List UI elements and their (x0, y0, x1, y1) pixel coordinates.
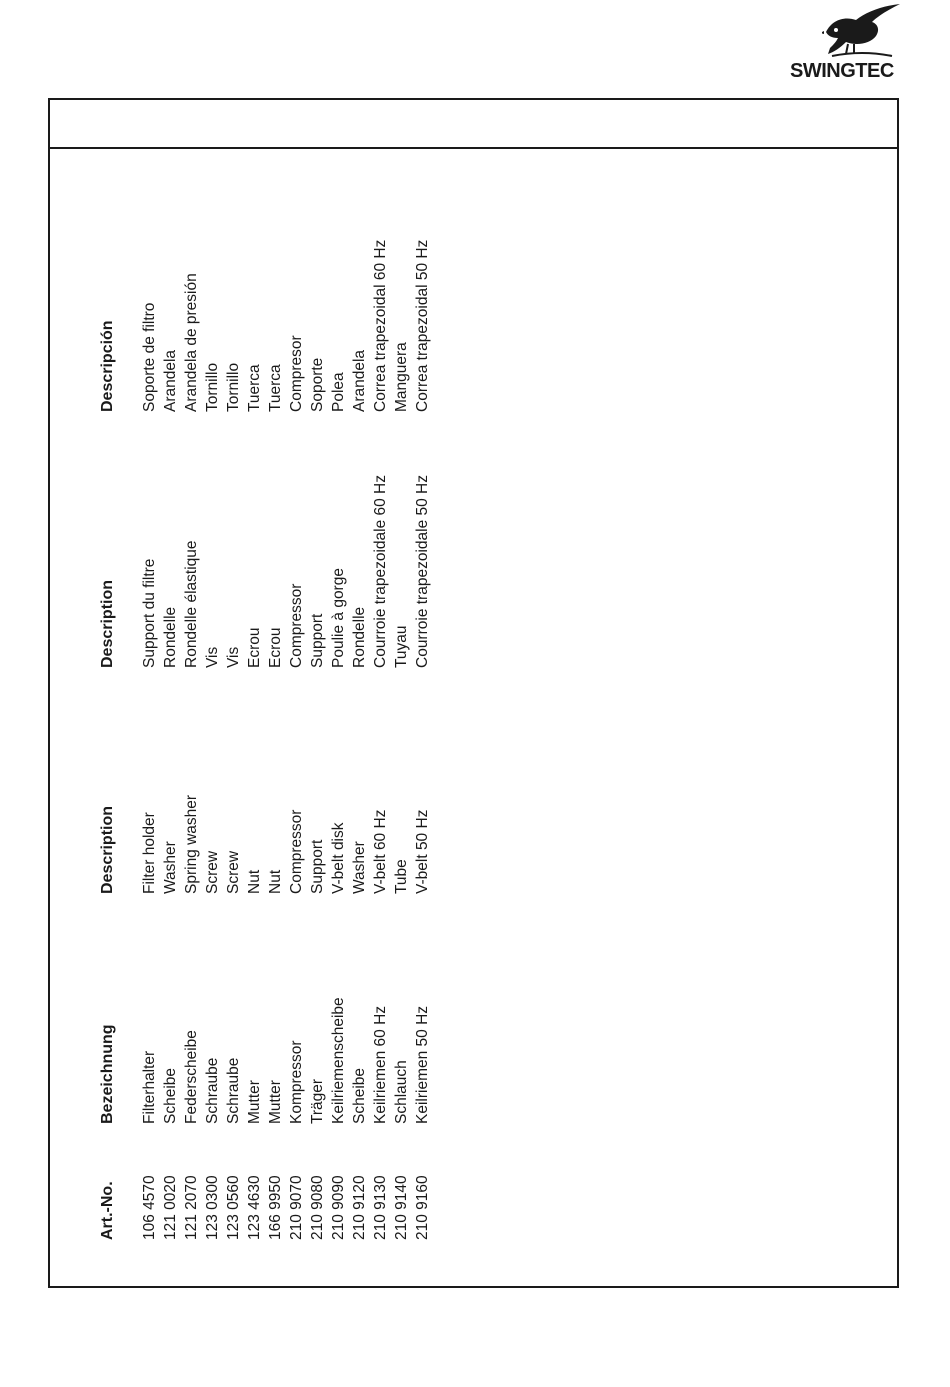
cell-bezeichnung: Keilriemen 60 Hz (372, 1005, 389, 1124)
cell-description-fr: Rondelle élastique (183, 540, 200, 668)
table-row (349, 180, 370, 1240)
table-row (139, 180, 160, 1240)
cell-descripcion-es: Tuerca (246, 364, 263, 412)
cell-bezeichnung: Träger (309, 1078, 326, 1124)
cell-description-fr: Support du filtre (141, 558, 158, 668)
cell-art-no: 210 9080 (309, 1175, 326, 1240)
cell-description-fr: Rondelle (351, 606, 368, 668)
cell-bezeichnung: Scheibe (351, 1067, 368, 1124)
table-row (181, 180, 202, 1240)
cell-description-fr: Support (309, 613, 326, 668)
cell-description-fr: Poulie à gorge (330, 568, 347, 668)
cell-descripcion-es: Correa trapezoidal 50 Hz (414, 239, 431, 412)
cell-descripcion-es: Compresor (288, 335, 305, 412)
cell-bezeichnung: Scheibe (162, 1067, 179, 1124)
cell-art-no: 210 9120 (351, 1175, 368, 1240)
cell-bezeichnung: Schlauch (393, 1060, 410, 1124)
cell-bezeichnung: Kompressor (288, 1040, 305, 1124)
cell-description-en: Screw (204, 850, 221, 894)
cell-description-fr: Vis (225, 646, 242, 668)
cell-descripcion-es: Soporte de filtro (141, 302, 158, 412)
table-row (370, 180, 391, 1240)
cell-description-fr: Ecrou (246, 627, 263, 668)
cell-description-fr: Vis (204, 646, 221, 668)
table-row (286, 180, 307, 1240)
cell-description-en: V-belt 60 Hz (372, 809, 389, 894)
cell-descripcion-es: Arandela de presión (183, 273, 200, 412)
cell-art-no: 210 9160 (414, 1175, 431, 1240)
cell-descripcion-es: Polea (330, 372, 347, 412)
table-row (160, 180, 181, 1240)
cell-description-fr: Courroie trapezoidale 60 Hz (372, 475, 389, 668)
cell-art-no: 210 9130 (372, 1175, 389, 1240)
table-row (412, 180, 433, 1240)
cell-descripcion-es: Arandela (162, 349, 179, 412)
cell-art-no: 123 4630 (246, 1175, 263, 1240)
cell-descripcion-es: Soporte (309, 357, 326, 412)
table-row (391, 180, 412, 1240)
cell-bezeichnung: Keilriemen 50 Hz (414, 1005, 431, 1124)
cell-description-en: Nut (246, 869, 263, 894)
table-row (244, 180, 265, 1240)
header-description-en: Description (99, 805, 116, 894)
brand-name: SWINGTEC (790, 60, 894, 82)
cell-art-no: 123 0560 (225, 1175, 242, 1240)
cell-descripcion-es: Tornillo (225, 362, 242, 412)
cell-descripcion-es: Arandela (351, 349, 368, 412)
table-row (307, 180, 328, 1240)
cell-description-en: Nut (267, 869, 284, 894)
cell-bezeichnung: Keilriemenscheibe (330, 997, 347, 1124)
table-row (265, 180, 286, 1240)
cell-bezeichnung: Filterhalter (141, 1050, 158, 1124)
cell-descripcion-es: Tornillo (204, 362, 221, 412)
cell-description-en: V-belt 50 Hz (414, 809, 431, 894)
cell-description-en: Tube (393, 859, 410, 894)
cell-art-no: 121 0020 (162, 1175, 179, 1240)
cell-description-fr: Ecrou (267, 627, 284, 668)
cell-art-no: 210 9090 (330, 1175, 347, 1240)
cell-description-fr: Tuyau (393, 625, 410, 668)
cell-bezeichnung: Schraube (225, 1057, 242, 1124)
cell-art-no: 123 0300 (204, 1175, 221, 1240)
cell-bezeichnung: Mutter (246, 1080, 263, 1124)
table-header (97, 180, 118, 1240)
cell-bezeichnung: Federscheibe (183, 1030, 200, 1124)
table-row (328, 180, 349, 1240)
table-row (202, 180, 223, 1240)
bird-icon (822, 2, 902, 60)
cell-bezeichnung: Schraube (204, 1057, 221, 1124)
header-description-fr: Description (99, 579, 116, 668)
cell-art-no: 121 2070 (183, 1175, 200, 1240)
cell-art-no: 210 9140 (393, 1175, 410, 1240)
cell-description-en: Screw (225, 850, 242, 894)
cell-descripcion-es: Correa trapezoidal 60 Hz (372, 239, 389, 412)
cell-art-no: 106 4570 (141, 1175, 158, 1240)
cell-art-no: 210 9070 (288, 1175, 305, 1240)
cell-description-en: Filter holder (141, 812, 158, 894)
cell-description-fr: Compressor (288, 583, 305, 668)
cell-description-fr: Courroie trapezoidale 50 Hz (414, 475, 431, 668)
header-art-no: Art.-No. (99, 1181, 116, 1240)
cell-description-fr: Rondelle (162, 606, 179, 668)
parts-table (97, 180, 433, 1240)
cell-description-en: Spring washer (183, 794, 200, 894)
cell-art-no: 166 9950 (267, 1175, 284, 1240)
cell-bezeichnung: Mutter (267, 1080, 284, 1124)
table-row (223, 180, 244, 1240)
cell-description-en: Support (309, 839, 326, 894)
cell-description-en: Washer (351, 841, 368, 894)
cell-description-en: Compressor (288, 809, 305, 894)
header-descripcion-es: Descripción (99, 320, 116, 412)
swingtec-logo (790, 2, 905, 86)
header-divider (48, 147, 899, 149)
cell-description-en: V-belt disk (330, 822, 347, 894)
cell-descripcion-es: Manguera (393, 342, 410, 412)
header-bezeichnung: Bezeichnung (99, 1024, 116, 1124)
cell-descripcion-es: Tuerca (267, 364, 284, 412)
cell-description-en: Washer (162, 841, 179, 894)
